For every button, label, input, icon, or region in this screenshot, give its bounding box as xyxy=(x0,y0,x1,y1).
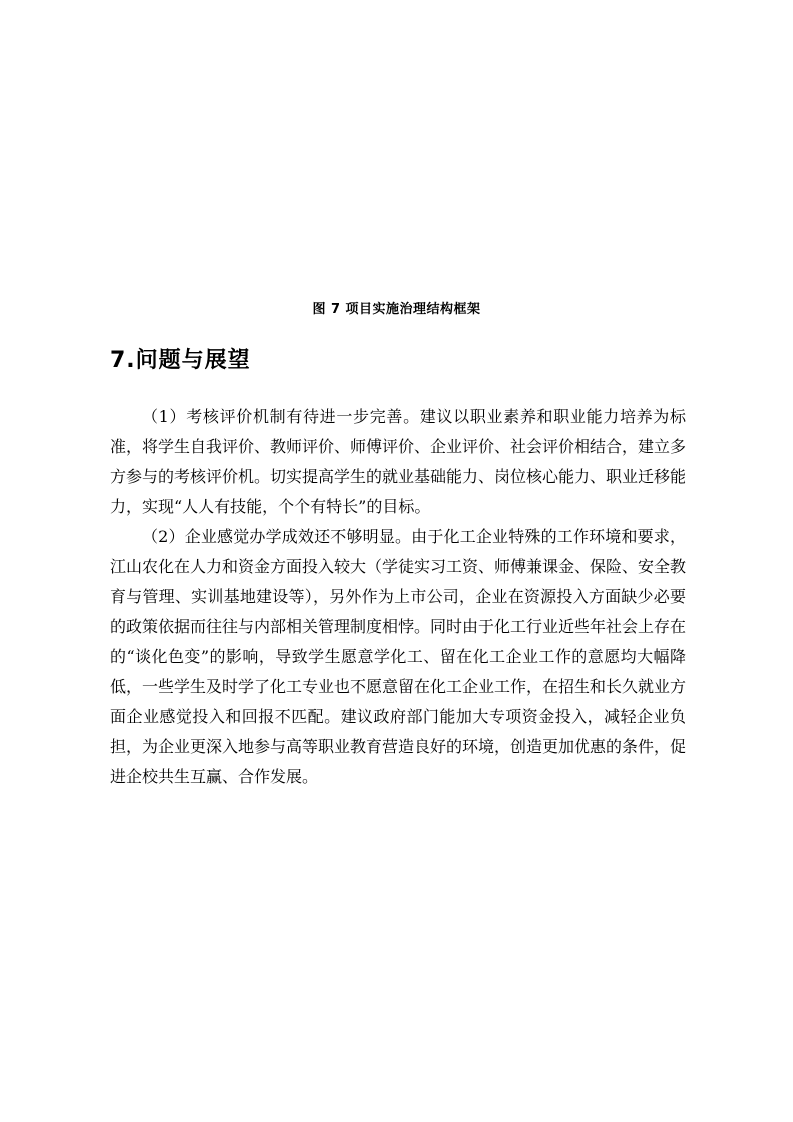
figure-caption: 图 7 项目实施治理结构框架 xyxy=(312,302,481,317)
body-text xyxy=(110,402,686,792)
section-heading: 7.问题与展望 xyxy=(110,348,251,373)
paragraph-evaluation-mechanism: （1）考核评价机制有待进一步完善。建议以职业素养和职业能力培养为标准，将学生自我评价、教师评价、师傅评价、企业评价、社会评价相结合，建立多方参与的考核评价机。切实提高学生的就业基础能力、岗位核心能力、职业迁移能力，实现“人人有技能，个个有特长”的目标。 xyxy=(110,407,687,516)
paragraph-enterprise-outcomes: （2）企业感觉办学成效还不够明显。由于化工企业特殊的工作环境和要求，江山农化在人力和资金方面投入较大（学徒实习工资、师傅兼课金、保险、安全教育与管理、实训基地建设等），另外作为上市公司，企业在资源投入方面缺少必要的政策依据而往往与内部相关管理制度相悖。同时由于化工行业近些年社会上存在的“谈化色变”的影响，导致学生愿意学化工、留在化工企业工作的意愿均大幅降低，一些学生及时学了化工专业也不愿意留在化工企业工作，在招生和长久就业方面企业感觉投入和回报不匹配。建议政府部门能加大专项资金投入，减轻企业负担，为企业更深入地参与高等职业教育营造良好的环境，创造更加优惠的条件，促进企校共生互赢、合作发展。 xyxy=(110,527,687,786)
